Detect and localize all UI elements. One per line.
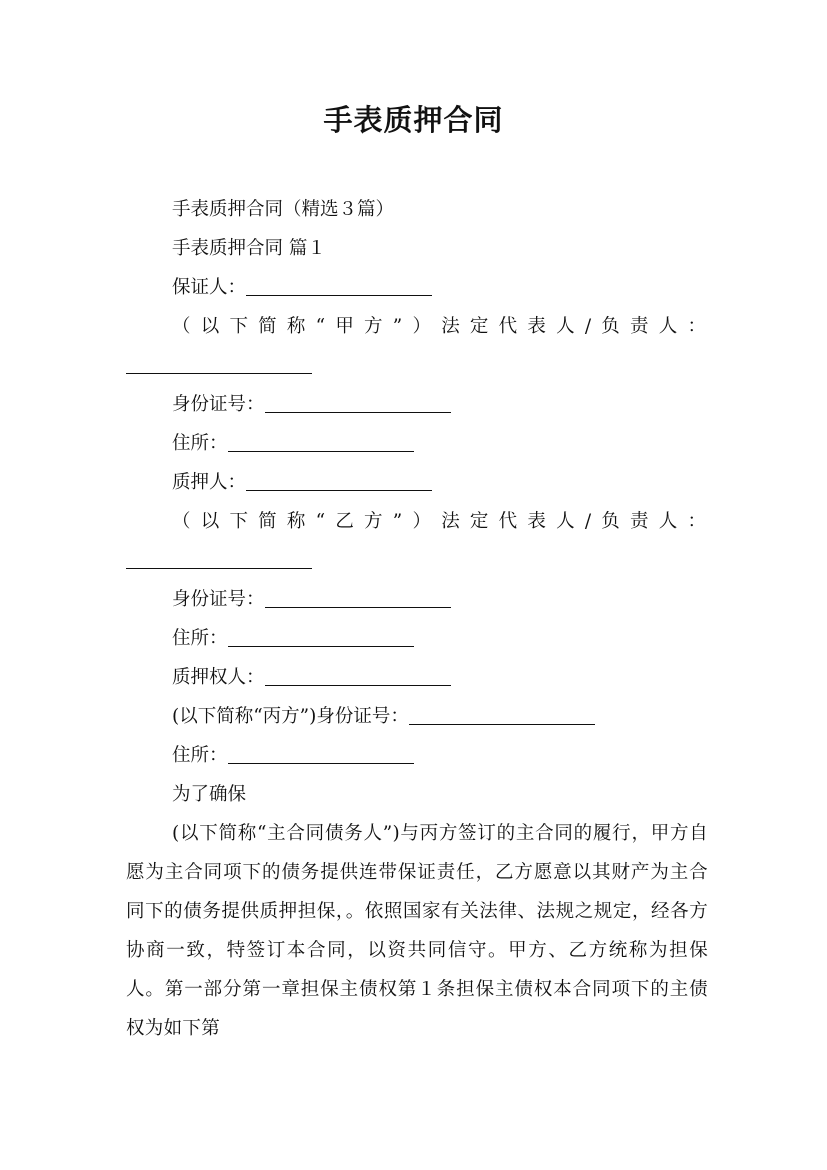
party-c-id-blank xyxy=(409,700,595,725)
contract-paragraph: (以下简称“主合同债务人”)与丙方签订的主合同的履行，甲方自愿为主合同项下的债务提供连带保证责任，乙方愿意以其财产为主合同下的债务提供质押担保，。依照国家有关法律、法规之规定，经各方协商一致，特签订本合同，以资共同信守。甲方、乙方统称为担保人。第一部分第一章担保主债权第１条担保主债权本合同项下的主债权为如下第 xyxy=(126,823,708,1039)
party-b-address-blank xyxy=(228,622,414,647)
party-a-address-label: 住所： xyxy=(172,433,228,454)
party-b-representative-line: （以下简称“乙方”）法定代表人/负责人： xyxy=(172,511,708,532)
document-body xyxy=(126,190,708,1048)
document-subtitle: 手表质押合同（精选３篇） xyxy=(172,199,395,220)
party-c-address-blank xyxy=(228,739,414,764)
party-a-id-label: 身份证号： xyxy=(172,394,265,415)
pledgee-label: 质押权人： xyxy=(172,667,265,688)
pledgee-line xyxy=(126,658,708,697)
guarantor-label: 保证人： xyxy=(172,277,247,298)
party-b-address-label: 住所： xyxy=(172,628,228,649)
party-a-address-blank xyxy=(228,427,414,452)
party-a-address-line xyxy=(126,424,708,463)
section-heading: 手表质押合同 篇１ xyxy=(172,238,326,259)
party-b-id-label: 身份证号： xyxy=(172,589,265,610)
guarantor-line xyxy=(126,268,708,307)
pledgor-label: 质押人： xyxy=(172,472,247,493)
party-b-representative-blank xyxy=(126,544,312,569)
party-b-representative-blank-line xyxy=(126,541,708,580)
party-c-address-label: 住所： xyxy=(172,745,228,766)
party-a-id-line xyxy=(126,385,708,424)
pledgor-blank xyxy=(246,466,432,491)
party-c-id-label: (以下简称“丙方”)身份证号： xyxy=(172,706,409,727)
document-title: 手表质押合同 xyxy=(323,103,504,137)
pledgor-line xyxy=(126,463,708,502)
pledgee-blank xyxy=(265,661,451,686)
party-b-address-line xyxy=(126,619,708,658)
purpose-line: 为了确保 xyxy=(172,784,247,805)
party-a-representative-blank xyxy=(126,349,312,374)
party-a-representative-line: （以下简称“甲方”）法定代表人/负责人： xyxy=(172,316,708,337)
party-c-id-line xyxy=(126,697,708,736)
party-a-id-blank xyxy=(265,388,451,413)
party-a-representative-blank-line xyxy=(126,346,708,385)
party-c-address-line xyxy=(126,736,708,775)
party-b-id-blank xyxy=(265,583,451,608)
party-b-id-line xyxy=(126,580,708,619)
guarantor-blank xyxy=(246,271,432,296)
